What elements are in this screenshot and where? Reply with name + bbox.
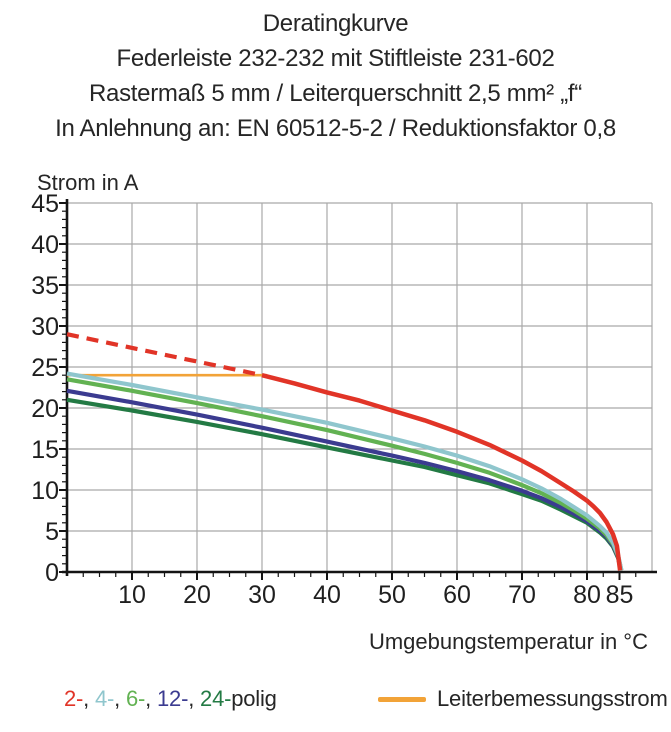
x-axis-title: Umgebungstemperatur in °C [368,629,648,654]
chart-subtitle-spec: Rastermaß 5 mm / Leiterquerschnitt 2,5 mm² „f“ [89,80,582,107]
y-axis-title: Strom in A [37,170,139,195]
y-tick-label: 15 [31,436,59,464]
x-tick-label: 85 [605,581,634,609]
rated-current-line-swatch [378,697,426,702]
y-tick-label: 0 [45,559,59,587]
legend-poles-suffix: polig [231,686,277,711]
legend-pole-24: 24- [200,686,232,711]
y-tick-label: 35 [31,272,59,300]
legend-pole-12: 12- [157,686,189,711]
y-tick-label: 5 [45,518,59,546]
legend-separator: , [188,686,201,711]
legend-pole-2: 2- [64,686,84,711]
chart-subtitle-norm: In Anlehnung an: EN 60512-5-2 / Reduktionsfaktor 0,8 [55,115,616,142]
curve-4-polig [67,374,621,571]
x-tick-label: 10 [118,581,146,609]
y-tick-label: 45 [31,190,59,218]
legend-separator: , [114,686,126,711]
chart-title: Deratingkurve [262,10,409,37]
legend-separator: , [145,686,157,711]
x-tick-label: 80 [573,581,601,609]
x-tick-label: 50 [378,581,406,609]
x-tick-label: 70 [508,581,536,609]
y-tick-label: 25 [31,354,59,382]
y-tick-label: 40 [31,231,59,259]
legend-pole-4: 4- [95,686,115,711]
legend-pole-6: 6- [126,686,146,711]
legend-separator: , [83,686,95,711]
y-tick-label: 20 [31,395,59,423]
x-tick-label: 40 [313,581,341,609]
rated-current-label: Leiterbemessungsstrom [437,686,668,711]
x-tick-label: 20 [183,581,211,609]
chart-subtitle-product: Federleiste 232-232 mit Stiftleiste 231-602 [116,45,555,72]
y-tick-label: 30 [31,313,59,341]
x-tick-label: 30 [248,581,276,609]
curve-12-polig [67,391,621,571]
y-tick-label: 10 [31,477,59,505]
legend-pole-counts [64,686,277,712]
curve-2-polig-gestrichelt- [67,334,262,375]
legend [0,686,671,716]
x-tick-label: 60 [443,581,471,609]
